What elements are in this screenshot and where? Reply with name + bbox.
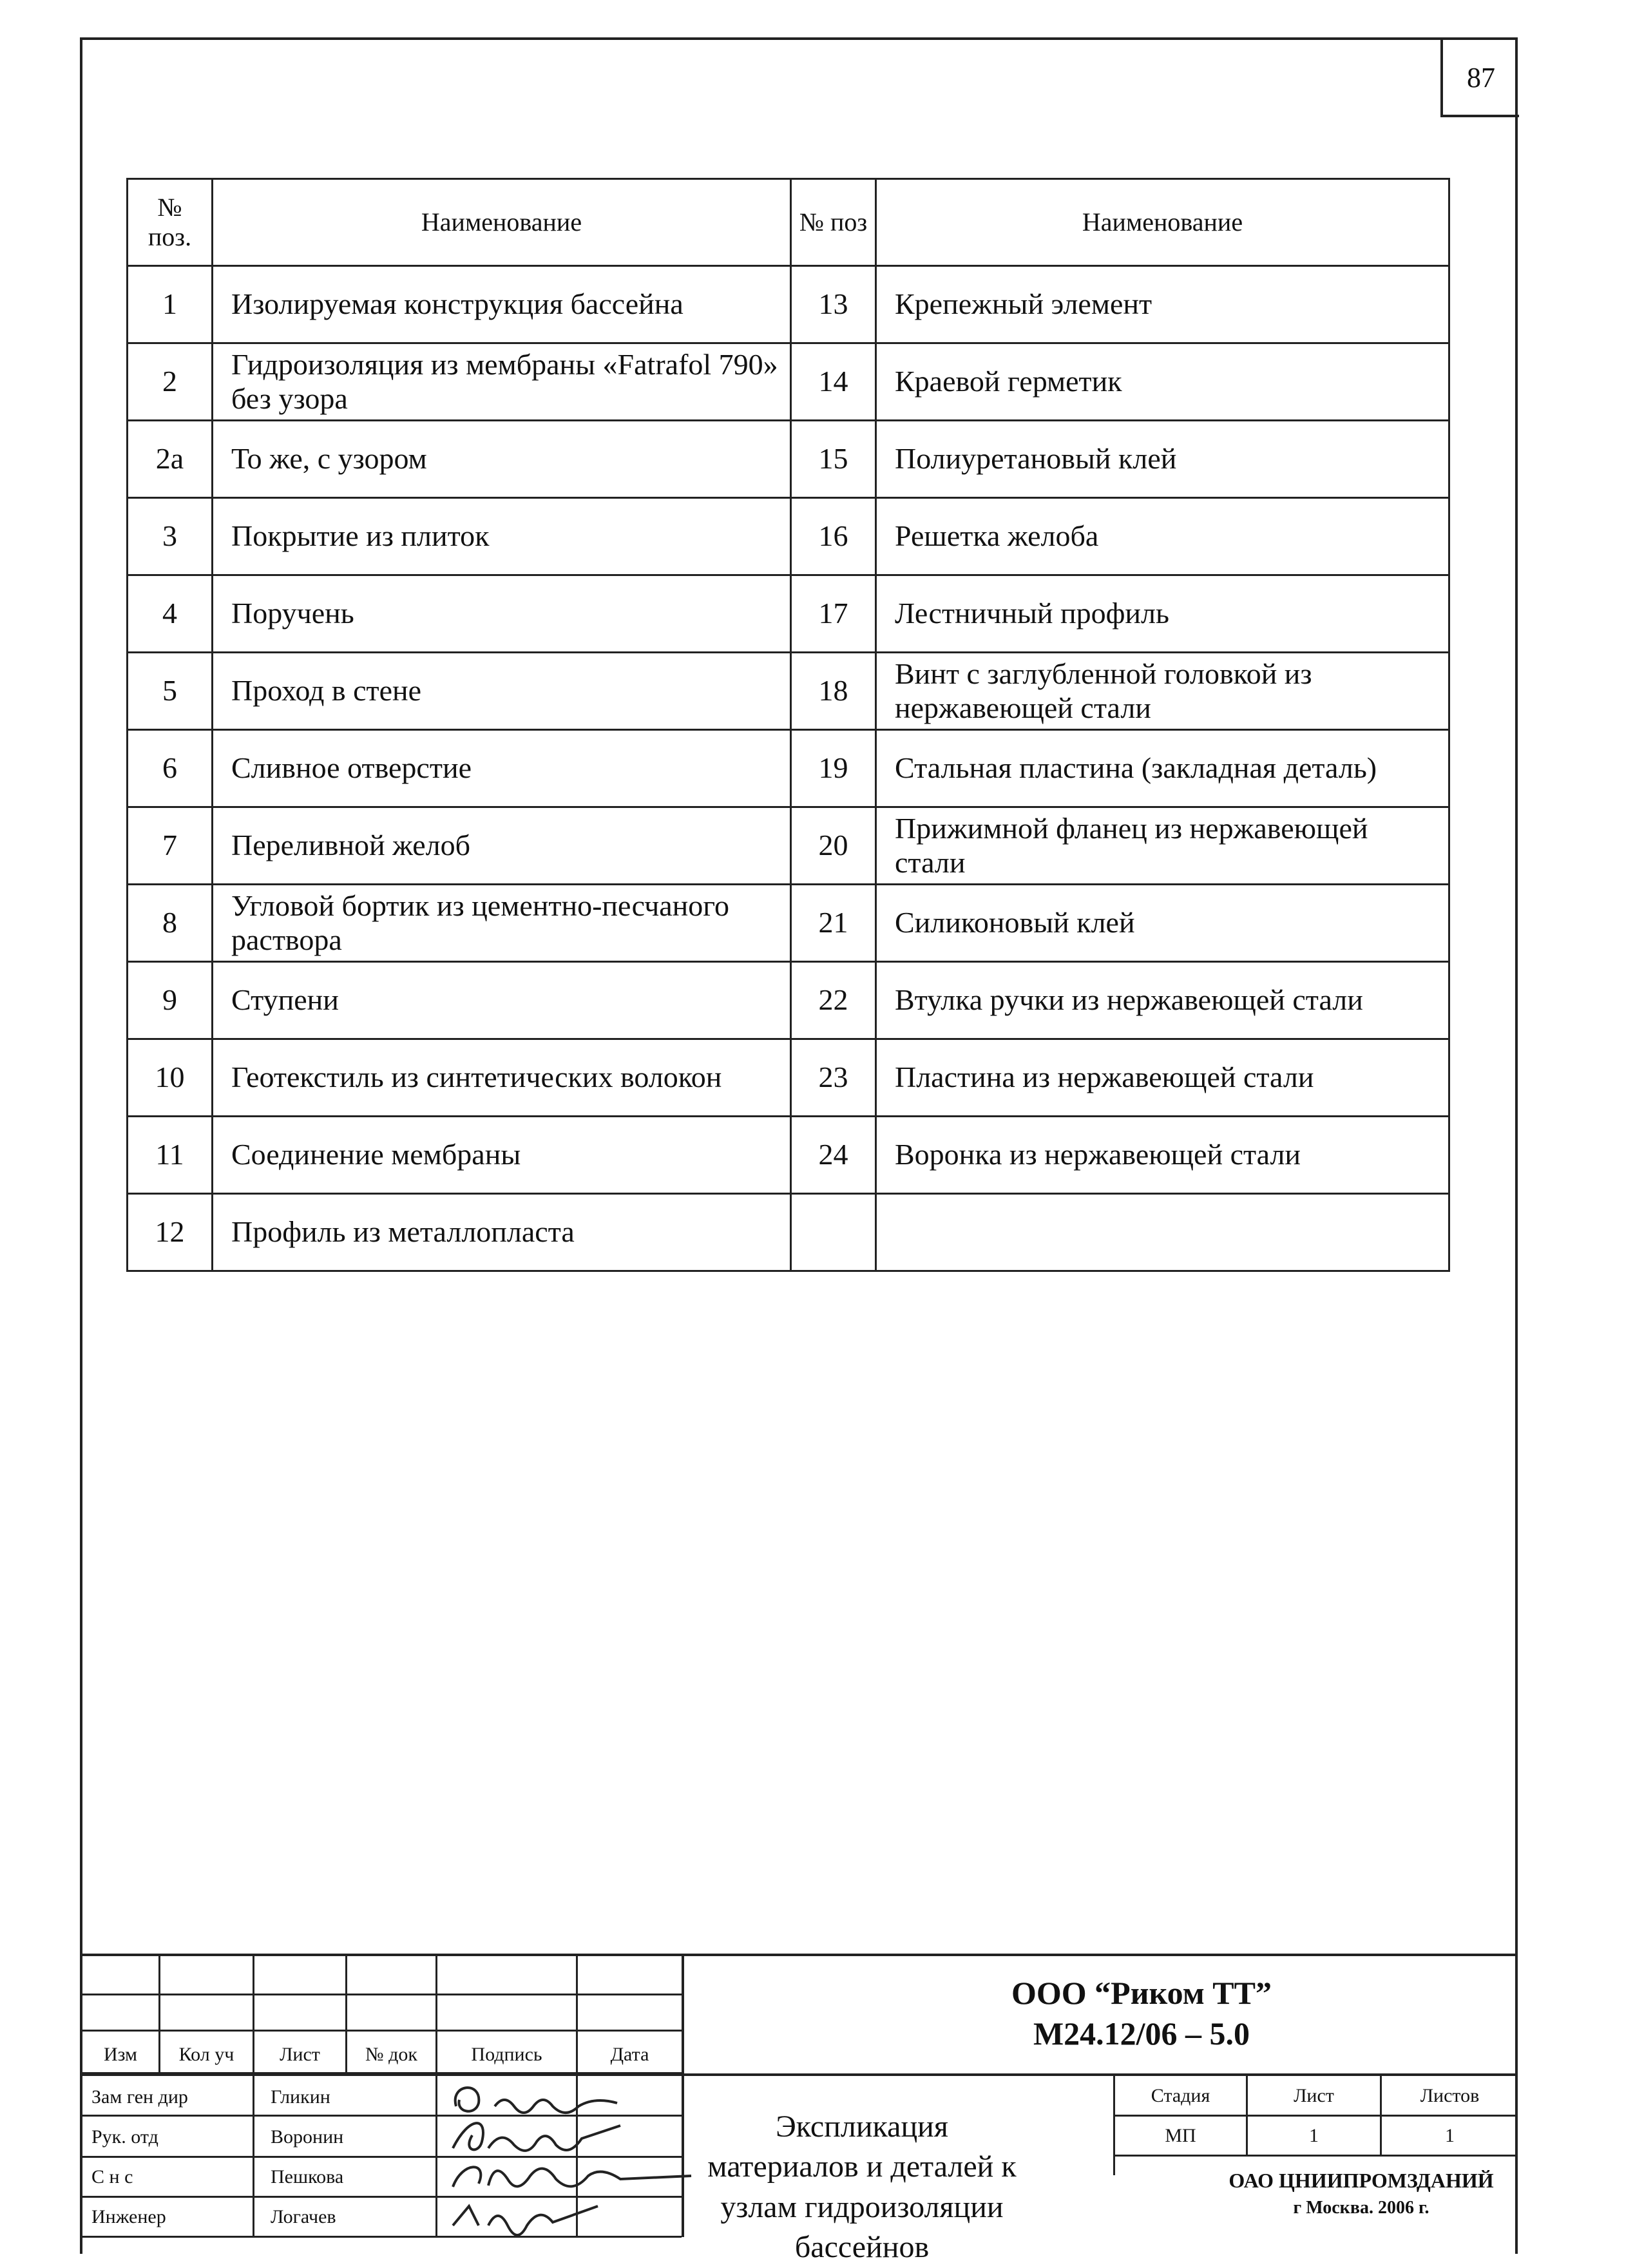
item-name: Поручень — [213, 575, 791, 653]
position-number: 5 — [128, 653, 213, 730]
item-name — [876, 1194, 1449, 1271]
position-number: 16 — [791, 498, 876, 575]
position-number: 14 — [791, 343, 876, 421]
sheet-header: Лист — [1294, 2085, 1334, 2106]
specification-table — [126, 178, 1450, 1272]
sheets-value: 1 — [1445, 2125, 1455, 2146]
position-number: 24 — [791, 1117, 876, 1194]
table-row — [128, 498, 1449, 575]
name-4: Логачев — [271, 2206, 336, 2227]
name-2: Воронин — [271, 2126, 344, 2148]
col-kol-uch: Кол уч — [178, 2044, 234, 2065]
item-name: То же, с узором — [213, 421, 791, 498]
header-num-left: № поз. — [128, 179, 213, 266]
position-number: 3 — [128, 498, 213, 575]
item-name: Силиконовый клей — [876, 885, 1449, 962]
item-name: Полиуретановый клей — [876, 421, 1449, 498]
role-1: Зам ген дир — [91, 2086, 188, 2108]
col-date: Дата — [610, 2044, 649, 2065]
role-2: Рук. отд — [91, 2126, 158, 2148]
institution-block — [1203, 2166, 1519, 2220]
item-name: Профиль из металлопласта — [213, 1194, 791, 1271]
position-number: 9 — [128, 962, 213, 1039]
position-number: 2 — [128, 343, 213, 421]
header-name-right: Наименование — [876, 179, 1449, 266]
position-number: 15 — [791, 421, 876, 498]
item-name: Проход в стене — [213, 653, 791, 730]
position-number: 11 — [128, 1117, 213, 1194]
item-name: Соединение мембраны — [213, 1117, 791, 1194]
role-3: С н с — [91, 2166, 133, 2187]
name-1: Гликин — [271, 2086, 330, 2108]
table-row — [128, 653, 1449, 730]
item-name: Ступени — [213, 962, 791, 1039]
company-block — [765, 1973, 1518, 2053]
table-body — [128, 266, 1449, 1271]
table-row — [128, 421, 1449, 498]
item-name: Покрытие из плиток — [213, 498, 791, 575]
item-name: Изолируемая конструкция бассейна — [213, 266, 791, 343]
item-name: Краевой герметик — [876, 343, 1449, 421]
item-name: Сливное отверстие — [213, 730, 791, 807]
item-name: Стальная пластина (закладная деталь) — [876, 730, 1449, 807]
item-name: Угловой бортик из цементно-песчаного раствора — [213, 885, 791, 962]
col-signature: Подпись — [471, 2044, 542, 2065]
position-number: 23 — [791, 1039, 876, 1117]
header-name-left: Наименование — [213, 179, 791, 266]
position-number: 19 — [791, 730, 876, 807]
table-row — [128, 807, 1449, 885]
item-name: Крепежный элемент — [876, 266, 1449, 343]
item-name: Винт с заглубленной головкой из нержавеющей стали — [876, 653, 1449, 730]
item-name: Решетка желоба — [876, 498, 1449, 575]
item-name: Переливной желоб — [213, 807, 791, 885]
position-number — [791, 1194, 876, 1271]
item-name: Воронка из нержавеющей стали — [876, 1117, 1449, 1194]
table-row — [128, 343, 1449, 421]
position-number: 1 — [128, 266, 213, 343]
position-number: 22 — [791, 962, 876, 1039]
table-row — [128, 730, 1449, 807]
page-number: 87 — [1440, 40, 1519, 117]
position-number: 10 — [128, 1039, 213, 1117]
position-number: 2а — [128, 421, 213, 498]
position-number: 18 — [791, 653, 876, 730]
position-number: 6 — [128, 730, 213, 807]
table-row — [128, 1194, 1449, 1271]
position-number: 7 — [128, 807, 213, 885]
city-year: г Москва. 2006 г. — [1293, 2197, 1429, 2218]
title-block — [82, 1954, 1518, 2265]
table-row — [128, 962, 1449, 1039]
item-name: Прижимной фланец из нержавеющей стали — [876, 807, 1449, 885]
position-number: 12 — [128, 1194, 213, 1271]
position-number: 4 — [128, 575, 213, 653]
position-number: 21 — [791, 885, 876, 962]
table-row — [128, 885, 1449, 962]
item-name: Геотекстиль из синтетических волокон — [213, 1039, 791, 1117]
table-row — [128, 1117, 1449, 1194]
table-header-row — [128, 179, 1449, 266]
stage-value: МП — [1165, 2125, 1196, 2146]
position-number: 17 — [791, 575, 876, 653]
col-list: Лист — [280, 2044, 320, 2065]
col-izm: Изм — [103, 2044, 138, 2065]
table-row — [128, 266, 1449, 343]
item-name: Гидроизоляция из мембраны «Fatrafol 790» без узора — [213, 343, 791, 421]
stage-header: Стадия — [1151, 2085, 1210, 2106]
item-name: Пластина из нержавеющей стали — [876, 1039, 1449, 1117]
item-name: Втулка ручки из нержавеющей стали — [876, 962, 1449, 1039]
drawing-title: Экспликация материалов и деталей к узлам гидроизоляции бассейнов — [707, 2109, 1017, 2265]
sheet-value: 1 — [1309, 2125, 1319, 2146]
table-row — [128, 575, 1449, 653]
position-number: 20 — [791, 807, 876, 885]
item-name: Лестничный профиль — [876, 575, 1449, 653]
col-doc-no: № док — [365, 2044, 417, 2065]
header-num-right: № поз — [791, 179, 876, 266]
position-number: 13 — [791, 266, 876, 343]
table-row — [128, 1039, 1449, 1117]
sheets-header: Листов — [1420, 2085, 1480, 2106]
name-3: Пешкова — [271, 2166, 344, 2187]
document-code: М24.12/06 – 5.0 — [1033, 2015, 1250, 2052]
institution-name: ОАО ЦНИИПРОМЗДАНИЙ — [1228, 2169, 1494, 2192]
company-name: ООО “Риком ТТ” — [1011, 1975, 1272, 2011]
position-number: 8 — [128, 885, 213, 962]
signature-4 — [443, 2193, 636, 2238]
role-4: Инженер — [91, 2206, 166, 2227]
